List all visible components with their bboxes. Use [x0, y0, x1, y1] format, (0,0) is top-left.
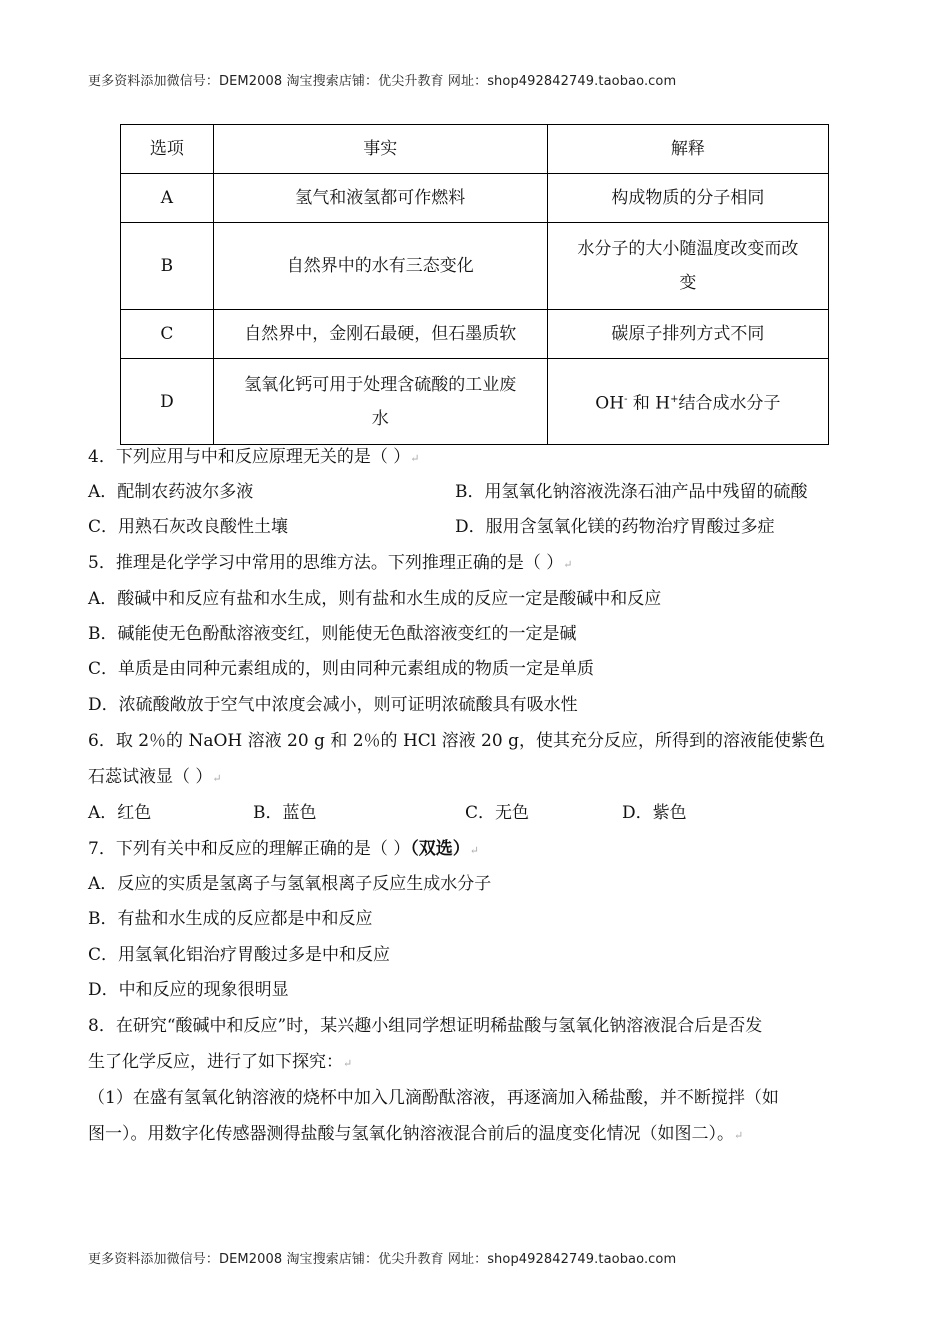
q5-option-a: A．酸碱中和反应有盐和水生成，则有盐和水生成的反应一定是酸碱中和反应 — [88, 589, 662, 609]
q6-option-a: A．红色 — [88, 803, 152, 823]
fact-line-2: 水 — [371, 408, 389, 429]
q6-option-b: B．蓝色 — [253, 803, 317, 823]
header-fact: 事实 — [213, 125, 547, 174]
explanation-rest: 结合成水分子 — [678, 393, 781, 414]
row-option: B — [121, 223, 214, 310]
q8-stem-line-1: 8．在研究“酸碱中和反应”时，某兴趣小组同学想证明稀盐酸与氢氧化钠溶液混合后是否发 — [88, 1016, 763, 1036]
table-row — [121, 359, 829, 445]
explanation-line-2: 变 — [679, 273, 697, 293]
row-explanation: 构成物质的分子相同 — [547, 174, 828, 223]
facts-table — [120, 124, 829, 445]
ion-h: 和 H — [627, 393, 671, 414]
q5-option-d: D．浓硫酸敞放于空气中浓度会减小，则可证明浓硫酸具有吸水性 — [88, 695, 578, 715]
q8-part1-line-1: （1）在盛有氢氧化钠溶液的烧杯中加入几滴酚酞溶液，再逐滴加入稀盐酸，并不断搅拌（如 — [88, 1088, 779, 1108]
q7-option-c: C．用氢氧化铝治疗胃酸过多是中和反应 — [88, 945, 391, 965]
q7-stem: 7．下列有关中和反应的理解正确的是（ ）（双选）↵ — [88, 839, 479, 859]
q4-option-b: B．用氢氧化钠溶液洗涤石油产品中残留的硫酸 — [455, 482, 808, 502]
table-row — [121, 174, 829, 223]
q7-option-a: A．反应的实质是氢离子与氢氧根离子反应生成水分子 — [88, 874, 492, 894]
header-option: 选项 — [121, 125, 214, 174]
row-explanation — [547, 223, 828, 310]
q6-option-d: D．紫色 — [622, 803, 687, 823]
row-option: D — [121, 359, 214, 445]
row-fact — [213, 359, 547, 445]
page-header: 更多资料添加微信号：DEM2008 淘宝搜索店铺：优尖升教育 网址：shop492842749.taobao.com — [88, 74, 677, 89]
row-option: A — [121, 174, 214, 223]
row-fact: 自然界中，金刚石最硬，但石墨质软 — [213, 310, 547, 359]
q4-option-d: D．服用含氢氧化镁的药物治疗胃酸过多症 — [455, 517, 775, 537]
q5-option-c: C．单质是由同种元素组成的，则由同种元素组成的物质一定是单质 — [88, 659, 595, 679]
ion-oh: OH — [595, 393, 625, 414]
q6-option-c: C．无色 — [465, 803, 530, 823]
q7-option-b: B．有盐和水生成的反应都是中和反应 — [88, 909, 373, 929]
row-explanation: 碳原子排列方式不同 — [547, 310, 828, 359]
q7-tag: （双选） — [410, 839, 470, 859]
q4-option-c: C．用熟石灰改良酸性土壤 — [88, 517, 289, 537]
q4-stem: 4．下列应用与中和反应原理无关的是（ ）↵ — [88, 447, 420, 467]
header-explanation: 解释 — [547, 125, 828, 174]
row-fact: 氢气和液氢都可作燃料 — [213, 174, 547, 223]
page-footer: 更多资料添加微信号：DEM2008 淘宝搜索店铺：优尖升教育 网址：shop492842749.taobao.com — [88, 1252, 677, 1267]
q8-part1-line-2: 图一）。用数字化传感器测得盐酸与氢氧化钠溶液混合前后的温度变化情况（如图二）。↵ — [88, 1124, 744, 1144]
q6-stem-line-1: 6．取 2％的 NaOH 溶液 20 g 和 2％的 HCl 溶液 20 g，使其充分反应，所得到的溶液能使紫色 — [88, 731, 825, 751]
q5-stem: 5．推理是化学学习中常用的思维方法。下列推理正确的是（ ）↵ — [88, 553, 573, 573]
row-explanation — [547, 359, 828, 445]
q4-option-a: A．配制农药波尔多液 — [88, 482, 254, 502]
q8-stem-line-2: 生了化学反应，进行了如下探究：↵ — [88, 1052, 353, 1072]
row-fact: 自然界中的水有三态变化 — [213, 223, 547, 310]
explanation-line-1: 水分子的大小随温度改变而改 — [577, 239, 799, 259]
table-row — [121, 223, 829, 310]
q5-option-b: B．碱能使无色酚酞溶液变红，则能使无色酞溶液变红的一定是碱 — [88, 624, 577, 644]
q7-option-d: D．中和反应的现象很明显 — [88, 980, 289, 1000]
charge-plus: + — [670, 393, 679, 405]
row-option: C — [121, 310, 214, 359]
table-header-row — [121, 125, 829, 174]
table-row — [121, 310, 829, 359]
fact-line-1: 氢氧化钙可用于处理含硫酸的工业废 — [244, 374, 517, 395]
q6-stem-line-2: 石蕊试液显（ ）↵ — [88, 767, 222, 787]
charge-minus: - — [624, 393, 628, 405]
